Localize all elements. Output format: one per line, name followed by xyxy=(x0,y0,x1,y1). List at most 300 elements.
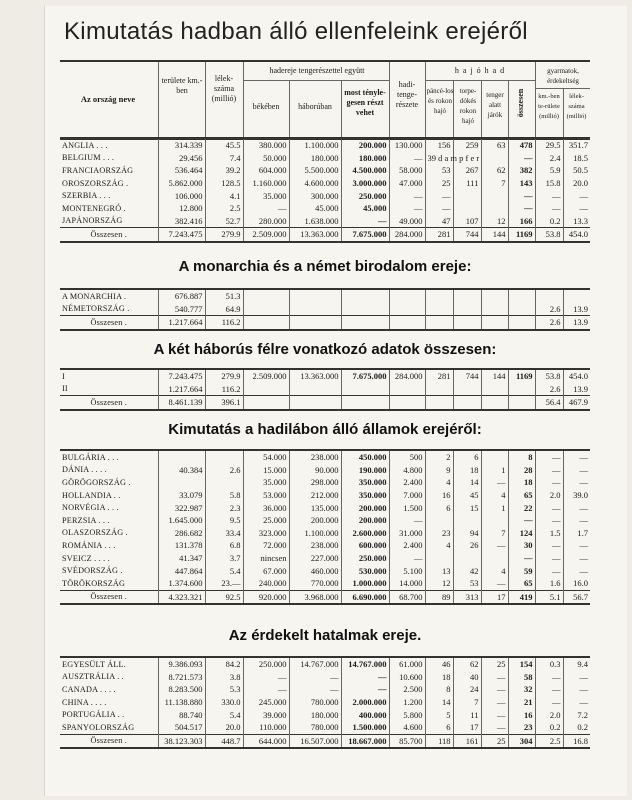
table-cell: 448.7 xyxy=(205,734,243,748)
table-cell xyxy=(341,383,389,396)
document-title: Kimutatás hadban álló ellenfeleink erejéről xyxy=(64,18,528,45)
table-cell: 180.000 xyxy=(341,152,389,165)
table-cell xyxy=(481,202,508,215)
country-name: SPANYOLORSZÁG xyxy=(62,722,135,732)
table-row xyxy=(60,464,590,477)
table-cell: 7.243.475 xyxy=(158,369,205,383)
table-cell: 2.5 xyxy=(205,202,243,215)
table-cell: 6 xyxy=(425,721,453,734)
country-name: A MONARCHIA . xyxy=(62,291,127,301)
table-cell: 15.000 xyxy=(243,464,289,477)
table-cell: 35.000 xyxy=(243,476,289,489)
table-cell: 156 xyxy=(425,138,453,152)
table-cell: 180.000 xyxy=(289,152,341,165)
table-cell xyxy=(453,303,481,316)
header-dread: páncé-los és rokon hajó xyxy=(426,87,454,115)
table-cell: 400.000 xyxy=(341,708,389,721)
table-cell: 0.2 xyxy=(535,721,563,734)
table-cell: 26 xyxy=(453,539,481,552)
table-cell: 89 xyxy=(425,590,453,604)
table-cell: 7.675.000 xyxy=(341,369,389,383)
table-cell xyxy=(289,396,341,410)
table-cell: 3.968.000 xyxy=(289,590,341,604)
table-cell xyxy=(425,514,453,527)
table-cell: 330.0 xyxy=(205,696,243,709)
table-cell: 314.339 xyxy=(158,138,205,152)
section-title-interested: Az érdekelt hatalmak ereje. xyxy=(228,627,422,644)
table-cell: — xyxy=(508,514,535,527)
table-cell: 5.9 xyxy=(535,164,563,177)
table-cell: 15 xyxy=(453,501,481,514)
table-cell xyxy=(453,316,481,330)
table-cell: 322.987 xyxy=(158,501,205,514)
country-name: NORVÉGIA . . . xyxy=(62,503,119,513)
table-cell: — xyxy=(481,476,508,489)
table-cell xyxy=(425,289,453,303)
table-cell: 304 xyxy=(508,734,535,748)
table-cell: 20.0 xyxy=(563,177,590,190)
table-cell: 18 xyxy=(453,464,481,477)
table-cell: 13.3 xyxy=(563,215,590,228)
table-cell: 8.283.500 xyxy=(158,683,205,696)
table-cell: 4 xyxy=(481,489,508,502)
table-cell: 7.000 xyxy=(389,489,425,502)
table-cell: 240.000 xyxy=(243,577,289,590)
table-cell: 279.9 xyxy=(205,369,243,383)
table-row xyxy=(60,289,590,303)
table-cell: 4.600.000 xyxy=(289,177,341,190)
table-cell: 18.667.000 xyxy=(341,734,389,748)
table-cell: 5.3 xyxy=(205,683,243,696)
table-cell xyxy=(243,383,289,396)
table-cell: 286.682 xyxy=(158,527,205,540)
table-cell: — xyxy=(341,683,389,696)
table-cell: 106.000 xyxy=(158,189,205,202)
table-cell: 21 xyxy=(508,696,535,709)
table-cell: 2.400 xyxy=(389,539,425,552)
table-cell: 90.000 xyxy=(289,464,341,477)
table-cell: — xyxy=(535,464,563,477)
table-cell: 65 xyxy=(508,489,535,502)
table-cell: 17 xyxy=(453,721,481,734)
table-cell: 56.7 xyxy=(563,590,590,604)
table-cell xyxy=(481,152,508,165)
table-cell: 25 xyxy=(481,657,508,671)
table-cell: 1.5 xyxy=(535,527,563,540)
table-cell: 460.000 xyxy=(289,564,341,577)
table-cell: 33.079 xyxy=(158,489,205,502)
table-cell: 64.9 xyxy=(205,303,243,316)
table-cell: — xyxy=(535,539,563,552)
table-cell: 300.000 xyxy=(289,189,341,202)
table-cell: 63 xyxy=(481,138,508,152)
table-cell: 16.8 xyxy=(563,734,590,748)
table-cell xyxy=(389,396,425,410)
table-cell: — xyxy=(508,552,535,565)
table-cell: 72.000 xyxy=(243,539,289,552)
table-cell: 50.000 xyxy=(243,152,289,165)
table-cell: 604.000 xyxy=(243,164,289,177)
table-cell: 7 xyxy=(481,177,508,190)
country-name: PERZSIA . . . xyxy=(62,515,110,525)
table-cell xyxy=(243,316,289,330)
table-cell: 284.000 xyxy=(389,228,425,242)
table-cell: — xyxy=(508,202,535,215)
table-cell: 35.000 xyxy=(243,189,289,202)
table-cell: 5.8 xyxy=(205,489,243,502)
table-cell: 454.0 xyxy=(563,228,590,242)
country-name: BULGÁRIA . . . xyxy=(62,452,119,462)
table-cell xyxy=(158,450,205,464)
table-row xyxy=(60,721,590,734)
table-cell: 2.4 xyxy=(535,152,563,165)
table-cell: 2.509.000 xyxy=(243,369,289,383)
table-cell: 676.887 xyxy=(158,289,205,303)
table-cell: 22 xyxy=(508,501,535,514)
table-cell: 238.000 xyxy=(289,539,341,552)
table-cell: 3.000.000 xyxy=(341,177,389,190)
table-cell xyxy=(481,514,508,527)
table-cell: 6 xyxy=(425,501,453,514)
table-cell: 52.7 xyxy=(205,215,243,228)
table-cell: 5.100 xyxy=(389,564,425,577)
country-name: Összesen . xyxy=(60,734,158,748)
table-cell: 58 xyxy=(508,671,535,684)
table-cell: 1.200 xyxy=(389,696,425,709)
table-cell: 8 xyxy=(508,450,535,464)
table-cell: 190.000 xyxy=(341,464,389,477)
table-cell: 780.000 xyxy=(289,721,341,734)
table-cell: — xyxy=(389,514,425,527)
table-cell: 2.3 xyxy=(205,501,243,514)
table-cell: 65 xyxy=(508,577,535,590)
table-cell: 0.3 xyxy=(535,657,563,671)
header-area: területe km.-ben xyxy=(161,76,203,95)
table-neutral xyxy=(60,449,590,605)
table-cell: 13 xyxy=(425,564,453,577)
table-cell: 1.500.000 xyxy=(341,721,389,734)
table-cell: 144 xyxy=(481,228,508,242)
country-name: SVEICZ . . . . xyxy=(62,553,110,563)
table-cell: 39 d a m p f e r xyxy=(425,152,453,165)
table-cell: 7.243.475 xyxy=(158,228,205,242)
table-cell: 20.0 xyxy=(205,721,243,734)
table-cell: 53.8 xyxy=(535,369,563,383)
table-cell xyxy=(508,289,535,303)
table-cell: 31.000 xyxy=(389,527,425,540)
table-cell: 1.100.000 xyxy=(289,527,341,540)
table-cell: 504.517 xyxy=(158,721,205,734)
table-row xyxy=(60,202,590,215)
table-cell xyxy=(425,552,453,565)
table-cell xyxy=(481,316,508,330)
table-cell: — xyxy=(481,683,508,696)
table-cell: 18 xyxy=(508,476,535,489)
table-cell: 250.000 xyxy=(243,657,289,671)
table-cell xyxy=(341,289,389,303)
header-now: most tényle-gesen részt vehet xyxy=(344,88,386,117)
table-cell: 0.2 xyxy=(535,215,563,228)
table-cell: 4.500.000 xyxy=(341,164,389,177)
table-cell: — xyxy=(563,696,590,709)
table-cell: 11.138.880 xyxy=(158,696,205,709)
table-cell: 1.160.000 xyxy=(243,177,289,190)
table-cell: — xyxy=(563,514,590,527)
table-row xyxy=(60,476,590,489)
table-cell: 1.6 xyxy=(535,577,563,590)
table-cell xyxy=(453,202,481,215)
total-row xyxy=(60,396,590,410)
table-cell: 61.000 xyxy=(389,657,425,671)
table-cell: 7.2 xyxy=(563,708,590,721)
table-cell: 200.000 xyxy=(341,138,389,152)
table-cell xyxy=(508,383,535,396)
table-cell: — xyxy=(389,552,425,565)
table-cell: 2.600.000 xyxy=(341,527,389,540)
header-country: Az ország neve xyxy=(80,94,136,104)
table-cell: — xyxy=(508,152,535,165)
table-cell: 16.507.000 xyxy=(289,734,341,748)
table-cell: 284.000 xyxy=(389,369,425,383)
table-cell: 62 xyxy=(481,164,508,177)
table-cell: 56.4 xyxy=(535,396,563,410)
table-cell: 467.9 xyxy=(563,396,590,410)
table-cell: 450.000 xyxy=(341,450,389,464)
table-cell: 12 xyxy=(425,577,453,590)
table-cell: — xyxy=(481,577,508,590)
table-cell: 4 xyxy=(425,539,453,552)
table-cell: 29.456 xyxy=(158,152,205,165)
table-cell xyxy=(453,383,481,396)
table-cell: 8 xyxy=(425,683,453,696)
country-name: DÁNIA . . . . xyxy=(62,465,107,475)
table-cell: 47 xyxy=(425,215,453,228)
table-cell xyxy=(341,316,389,330)
table-row xyxy=(60,696,590,709)
table-cell: 23 xyxy=(508,721,535,734)
table-cell: 45.5 xyxy=(205,138,243,152)
table-cell: 380.000 xyxy=(243,138,289,152)
table-cell: 39.000 xyxy=(243,708,289,721)
table-cell: 53 xyxy=(453,577,481,590)
table-cell xyxy=(425,316,453,330)
table-cell: — xyxy=(563,539,590,552)
table-cell: 2.6 xyxy=(535,303,563,316)
table-cell: 644.000 xyxy=(243,734,289,748)
table-cell xyxy=(341,303,389,316)
table-cell: — xyxy=(563,501,590,514)
table-cell: 259 xyxy=(453,138,481,152)
table-cell: — xyxy=(563,202,590,215)
table-cell: 23.— xyxy=(205,577,243,590)
country-name: SZERBIA . . . xyxy=(62,191,111,201)
table-cell xyxy=(481,450,508,464)
table-cell xyxy=(508,316,535,330)
table-cell: — xyxy=(508,189,535,202)
table-cell: 382 xyxy=(508,164,535,177)
table-cell: — xyxy=(535,564,563,577)
table-cell: 111 xyxy=(453,177,481,190)
country-name: HOLLANDIA . . xyxy=(62,490,121,500)
table-cell: 3.7 xyxy=(205,552,243,565)
table-cell: 161 xyxy=(453,734,481,748)
header-sub: tenger alatt járók xyxy=(486,91,504,119)
table-cell: — xyxy=(535,450,563,464)
table-cell: 780.000 xyxy=(289,696,341,709)
table-cell xyxy=(243,396,289,410)
table-cell: 267 xyxy=(453,164,481,177)
table-enemies xyxy=(60,137,590,243)
country-name: Összesen . xyxy=(60,590,158,604)
table-cell: — xyxy=(563,450,590,464)
table-cell: 419 xyxy=(508,590,535,604)
table-cell: 2.509.000 xyxy=(243,228,289,242)
table-cell xyxy=(508,303,535,316)
section-title-monarchy: A monarchia és a német birodalom ereje: xyxy=(178,258,472,275)
table-cell: 447.864 xyxy=(158,564,205,577)
table-cell: 200.000 xyxy=(341,514,389,527)
table-cell xyxy=(453,396,481,410)
table-cell: 3.8 xyxy=(205,671,243,684)
table-cell: 13.363.000 xyxy=(289,228,341,242)
table-cell: 135.000 xyxy=(289,501,341,514)
country-name: NÉMETORSZÁG . xyxy=(62,304,130,314)
table-cell: 41.347 xyxy=(158,552,205,565)
table-cell: — xyxy=(481,671,508,684)
table-row xyxy=(60,177,590,190)
table-cell: 92.5 xyxy=(205,590,243,604)
table-cell: 1169 xyxy=(508,228,535,242)
table-cell: 920.000 xyxy=(243,590,289,604)
table-cell xyxy=(481,189,508,202)
table-cell: — xyxy=(341,671,389,684)
header-colonies: gyarmatok, érdekeltség xyxy=(547,67,579,85)
table-cell: 12 xyxy=(481,215,508,228)
table-cell xyxy=(289,316,341,330)
table-cell: 2.400 xyxy=(389,476,425,489)
table-cell: 53.8 xyxy=(535,228,563,242)
table-cell: 5.4 xyxy=(205,708,243,721)
table-row xyxy=(60,189,590,202)
header-army: hadereje tengerészettel együtt xyxy=(269,66,365,75)
table-cell: 227.000 xyxy=(289,552,341,565)
table-cell xyxy=(389,289,425,303)
table-cell: 18.5 xyxy=(563,152,590,165)
table-cell: 350.000 xyxy=(341,476,389,489)
table-cell: 13.363.000 xyxy=(289,369,341,383)
table-row xyxy=(60,683,590,696)
table-cell: 23 xyxy=(425,527,453,540)
table-cell xyxy=(243,289,289,303)
table-cell: — xyxy=(563,476,590,489)
table-cell: — xyxy=(389,152,425,165)
table-cell: 454.0 xyxy=(563,369,590,383)
table-cell xyxy=(453,189,481,202)
table-cell: — xyxy=(563,552,590,565)
country-name: OROSZORSZÁG . xyxy=(62,178,129,188)
table-cell xyxy=(389,316,425,330)
table-cell: 281 xyxy=(425,228,453,242)
table-cell: 54.000 xyxy=(243,450,289,464)
table-cell xyxy=(563,289,590,303)
table-cell: 62 xyxy=(453,657,481,671)
table-cell: 5.800 xyxy=(389,708,425,721)
table-cell xyxy=(389,383,425,396)
table-cell: 1.217.664 xyxy=(158,316,205,330)
country-name: AUSZTRÁLIA . . xyxy=(62,672,124,682)
table-cell: 2.0 xyxy=(535,708,563,721)
header-fleet: h a j ó h a d xyxy=(454,66,506,75)
country-name: CANADA . . . . xyxy=(62,684,116,694)
table-cell: 281 xyxy=(425,369,453,383)
table-cell: 2.0 xyxy=(535,489,563,502)
country-name: ANGLIA . . . xyxy=(62,140,108,150)
table-cell: 2.6 xyxy=(535,383,563,396)
table-cell: 18 xyxy=(425,671,453,684)
table-cell xyxy=(481,289,508,303)
table-cell: — xyxy=(563,683,590,696)
table-cell: — xyxy=(535,202,563,215)
table-row xyxy=(60,539,590,552)
table-cell: 29.5 xyxy=(535,138,563,152)
table-cell: 0.2 xyxy=(563,721,590,734)
table-cell: 6.690.000 xyxy=(341,590,389,604)
table-cell: 67.000 xyxy=(243,564,289,577)
table-cell: 2.5 xyxy=(535,734,563,748)
table-monarchy xyxy=(60,288,590,331)
table-cell: 1.500 xyxy=(389,501,425,514)
table-cell: 351.7 xyxy=(563,138,590,152)
table-interested xyxy=(60,656,590,749)
table-cell: — xyxy=(535,514,563,527)
table-cell: 6.8 xyxy=(205,539,243,552)
header-carea: km.-ben te-rülete (millió) xyxy=(538,93,560,120)
table-cell: 1.638.000 xyxy=(289,215,341,228)
table-cell: 350.000 xyxy=(341,489,389,502)
table-cell: 1.7 xyxy=(563,527,590,540)
table-cell xyxy=(341,396,389,410)
table-cell: 7 xyxy=(453,696,481,709)
table-cell: — xyxy=(481,708,508,721)
table-cell: 107 xyxy=(453,215,481,228)
table-cell: 13.9 xyxy=(563,316,590,330)
table-row xyxy=(60,527,590,540)
table-cell xyxy=(481,303,508,316)
table-row xyxy=(60,152,590,165)
table-cell: 84.2 xyxy=(205,657,243,671)
table-cell: 116.2 xyxy=(205,316,243,330)
table-cell: 8.721.573 xyxy=(158,671,205,684)
table-cell: 128.5 xyxy=(205,177,243,190)
country-name: MONTENEGRÓ . xyxy=(62,203,126,213)
table-cell: — xyxy=(481,696,508,709)
table-cell: 45.000 xyxy=(341,202,389,215)
table-cell: 144 xyxy=(481,369,508,383)
table-cell: 5.4 xyxy=(205,564,243,577)
table-cell: 51.3 xyxy=(205,289,243,303)
table-cell: 14 xyxy=(425,696,453,709)
table-cell: 17 xyxy=(481,590,508,604)
table-cell: 40 xyxy=(453,671,481,684)
table-cell: 30 xyxy=(508,539,535,552)
table-cell: 25.000 xyxy=(243,514,289,527)
table-cell: 1.645.000 xyxy=(158,514,205,527)
table-cell: 45 xyxy=(453,489,481,502)
country-name: CHINA . . . . xyxy=(62,697,107,707)
section-title-neutral: Kimutatás a hadilábon álló államok erejéről: xyxy=(168,421,482,438)
header-war: háborúban xyxy=(298,102,332,111)
table-cell: 280.000 xyxy=(243,215,289,228)
